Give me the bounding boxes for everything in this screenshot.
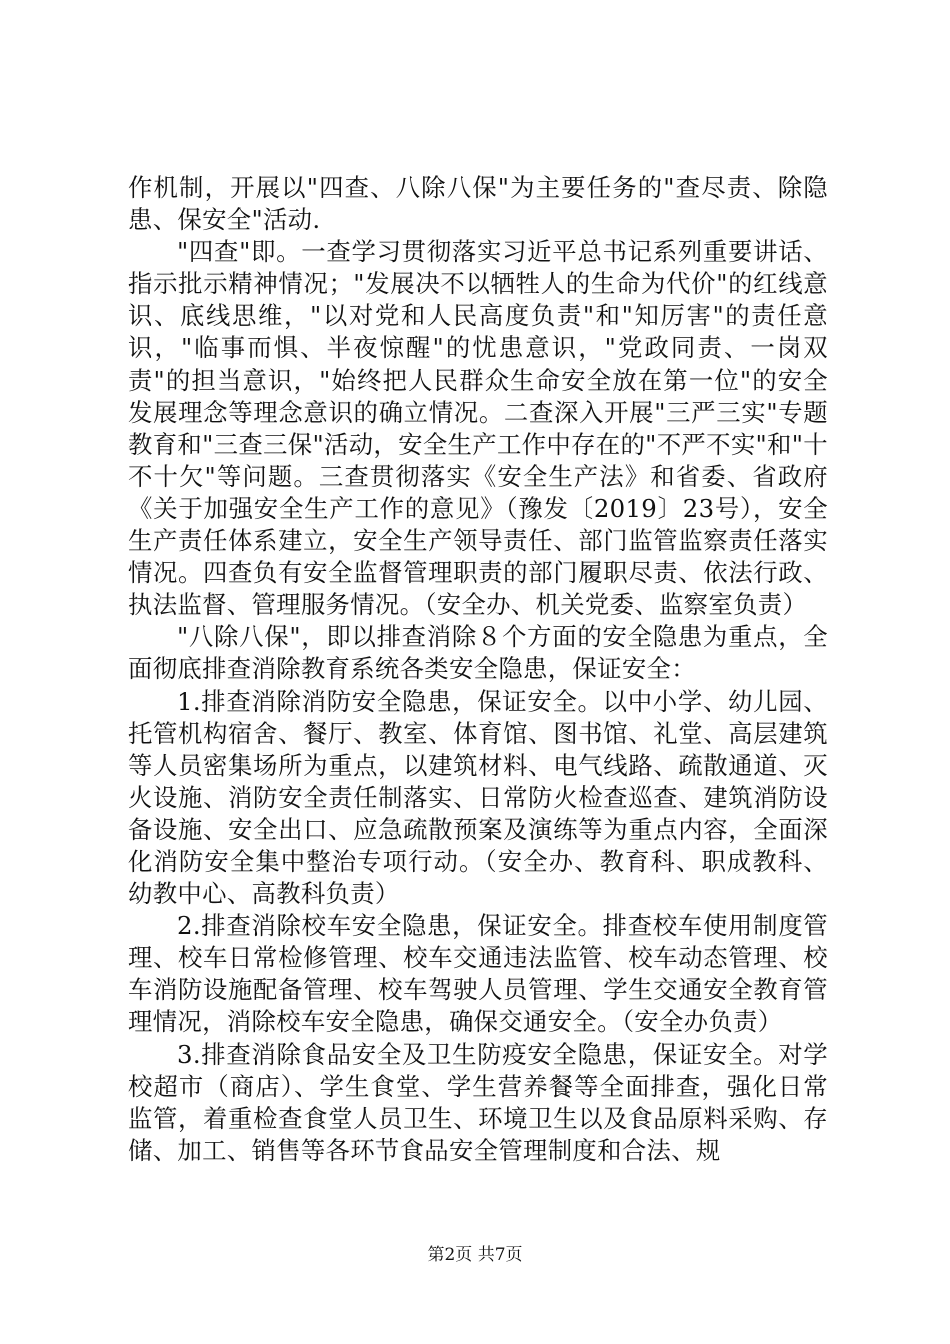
page-footer: 第2页 共7页	[427, 1245, 523, 1265]
paragraph-6: 3.排查消除食品安全及卫生防疫安全隐患，保证安全。对学校超市（商店）、学生食堂、学生营养餐等全面排查，强化日常监管，着重检查食堂人员卫生、环境卫生以及食品原料采购、存储、加工、销售等各环节食品安全管理制度和合法、规	[128, 1039, 828, 1165]
paragraph-2: "四查"即。一查学习贯彻落实习近平总书记系列重要讲话、指示批示精神情况；"发展决不以牺牲人的生命为代价"的红线意识、底线思维，"以对党和人民高度负责"和"知厉害"的责任意识，"临事而惧、半夜惊醒"的忧患意识，"党政同责、一岗双责"的担当意识，"始终把人民群众生命安全放在第一位"的安全发展理念等理念意识的确立情况。二查深入开展"三严三实"专题教育和"三查三保"活动，安全生产工作中存在的"不严不实"和"十不十欠"等问题。三查贯彻落实《安全生产法》和省委、省政府《关于加强安全生产工作的意见》（豫发〔2019〕23号），安全生产责任体系建立，安全生产领导责任、部门监管监察责任落实情况。四查负有安全监督管理职责的部门履职尽责、依法行政、执法监督、管理服务情况。（安全办、机关党委、监察室负责）	[128, 237, 828, 620]
paragraph-4: 1.排查消除消防安全隐患，保证安全。以中小学、幼儿园、托管机构宿舍、餐厅、教室、体育馆、图书馆、礼堂、高层建筑等人员密集场所为重点，以建筑材料、电气线路、疏散通道、灭火设施、消防安全责任制落实、日常防火检查巡查、建筑消防设备设施、安全出口、应急疏散预案及演练等为重点内容，全面深化消防安全集中整治专项行动。（安全办、教育科、职成教科、幼教中心、高教科负责）	[128, 686, 828, 909]
paragraph-1: 作机制，开展以"四查、八除八保"为主要任务的"查尽责、除隐患、保安全"活动.	[128, 173, 828, 235]
paragraph-3: "八除八保"，即以排查消除８个方面的安全隐患为重点，全面彻底排查消除教育系统各类安全隐患，保证安全：	[128, 622, 828, 684]
paragraph-5: 2.排查消除校车安全隐患，保证安全。排查校车使用制度管理、校车日常检修管理、校车交通违法监管、校车动态管理、校车消防设施配备管理、校车驾驶人员管理、学生交通安全教育管理情况，消除校车安全隐患，确保交通安全。（安全办负责）	[128, 911, 828, 1037]
document-body	[128, 172, 828, 1167]
